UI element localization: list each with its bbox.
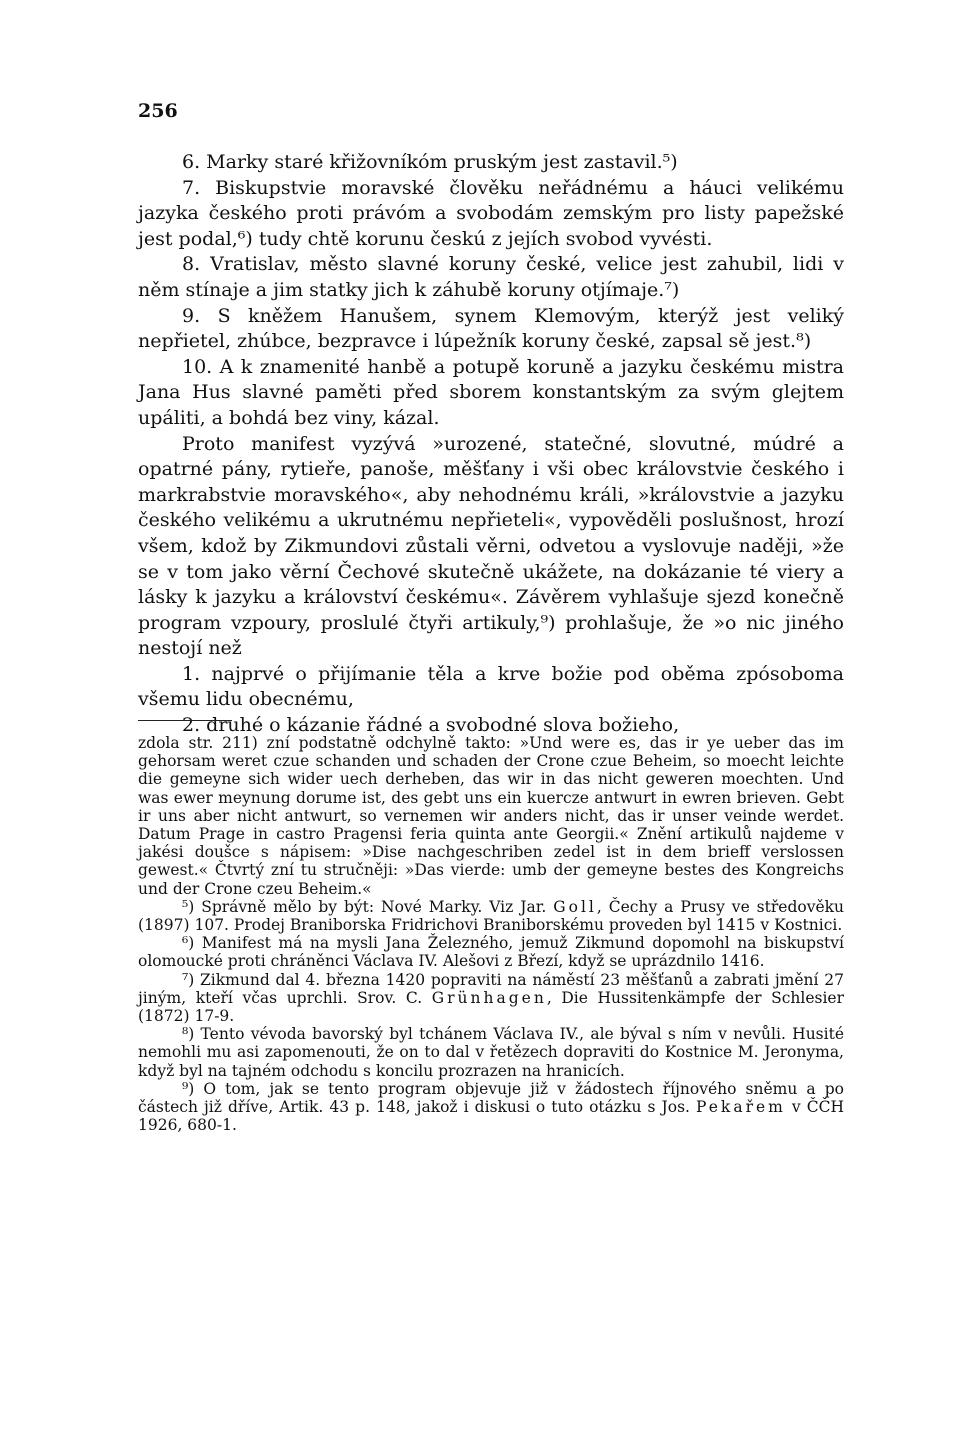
article-item-7: 7. Biskupstvie moravské člověku neřádnému a háuci velikému jazyka českého proti právóm a svobodám zemským pro listy papežské jest podal,⁶) tudy chtě korunu českú z jejích svobod vyvésti. xyxy=(138,176,844,250)
article-item-6: 6. Marky staré křižovníkóm pruským jest zastavil.⁵) xyxy=(182,151,678,173)
footnote-8: ⁸) Tento vévoda bavorský byl tchánem Václava IV., ale býval s ním v nevůli. Husité nemohli mu asi zapomenouti, že on to dal v řetězech dopraviti do Kostnice M. Jeronyma, když byl na tajném odchodu s koncilu prozrazen na hranicích. xyxy=(138,1025,844,1080)
program-item-1: 1. najprvé o přijímanie těla a krve božie pod oběma zpósoboma všemu lidu obecnému, xyxy=(138,662,844,711)
footnote-7: ⁷) Zikmund dal 4. března 1420 popraviti na náměstí 23 měšťanů a zabrati jmění 27 jiným, kteří včas uprchli. Srov. C. Grünhagen, Die Hussitenkämpfe der Schlesier (1872) 17-9. xyxy=(138,970,844,1026)
article-item-9: 9. S kněžem Hanušem, synem Klemovým, kterýž jest veliký nepřietel, zhúbce, bezpravce i lúpežník koruny české, zapsal sě jest.⁸) xyxy=(138,304,844,353)
page-number: 256 xyxy=(138,100,178,122)
article-item-8: 8. Vratislav, město slavné koruny české, velice jest zahubil, lidi v něm stínaje a jim statky jich k záhubě koruny otjímaje.⁷) xyxy=(138,253,844,301)
footnote-6: ⁶) Manifest má na mysli Jana Železného, jemuž Zikmund dopomohl na biskupství olomoucké proti chráněnci Václava IV. Alešovi z Březí, když se uprázdnilo 1416. xyxy=(138,934,844,971)
footnote-continuation: zdola str. 211) zní podstatně odchylně takto: »Und were es, das ir ye ueber das im gehorsam weret czue schanden und schaden der Crone czue Beheim, so moecht leichte die gemeyne sich wider uech derheben, das wir in das nicht geweren moechten. Und was ewer meynung dorume ist, des gebt uns ein kuercze antwurt in ewren brieven. Gebt ir uns aber nicht antwurt, so vernemen wir anders nicht, das ir unser veinde werdet. Datum Prage in castro Pragensi feria quinta ante Georgii.« Znění artikulů najdeme v jakési doušce s nápisem: »Dise nachgeschriben zedel ist in dem brieff verslossen gewest.« Čtvrtý zní tu stručněji: »Das vierde: umb der gemeyne bestes des Kongreichs und der Crone czeu Beheim.« xyxy=(138,734,844,898)
footnote-5: ⁵) Správně mělo by být: Nové Marky. Viz Jar. Goll, Čechy a Prusy ve středověku (1897) 107. Prodej Braniborska Fridrichovi Braniborskému proveden byl 1415 v Kostnici. xyxy=(138,897,844,935)
footnote-9: ⁹) O tom, jak se tento program objevuje již v žádostech říjnového sněmu a po částech již dříve, Artik. 43 p. 148, jakož i diskusi o tuto otázku s Jos. Pekařem v ČČH 1926, 680-1. xyxy=(138,1079,844,1135)
article-item-10: 10. A k znamenité hanbě a potupě koruně a jazyku českému mistra Jana Hus slavné paměti před sborem konstantským za svým glejtem upáliti, a bohdá bez viny, kázal. xyxy=(138,355,844,429)
footnote-divider xyxy=(138,720,232,721)
main-text xyxy=(138,150,844,739)
manifest-paragraph: Proto manifest vyzývá »urozené, statečné, slovutné, múdré a opatrné pány, rytieře, panoše, měšťany i vši obec královstvie českého i markrabstvie moravského«, aby nehodnému králi, »královstvie a jazyku českého velikému a ukrutnému nepřieteli«, vypověděli poslušnost, hrozí všem, kdož by Zikmundovi zůstali věrni, odvetou a vyslovuje naději, »že se v tom jako věrní Čechové skutečně ukážete, na dokázanie té viery a lásky k jazyku a království českému«. Závěrem vyhlašuje sjezd konečně program vzpoury, proslulé čtyři artikuly,⁹) prohlašuje, že »o nic jiného nestojí než xyxy=(138,432,844,660)
footnotes xyxy=(138,734,844,1134)
program-item-2: 2. druhé o kázanie řádné a svobodné slova božieho, xyxy=(182,714,680,737)
